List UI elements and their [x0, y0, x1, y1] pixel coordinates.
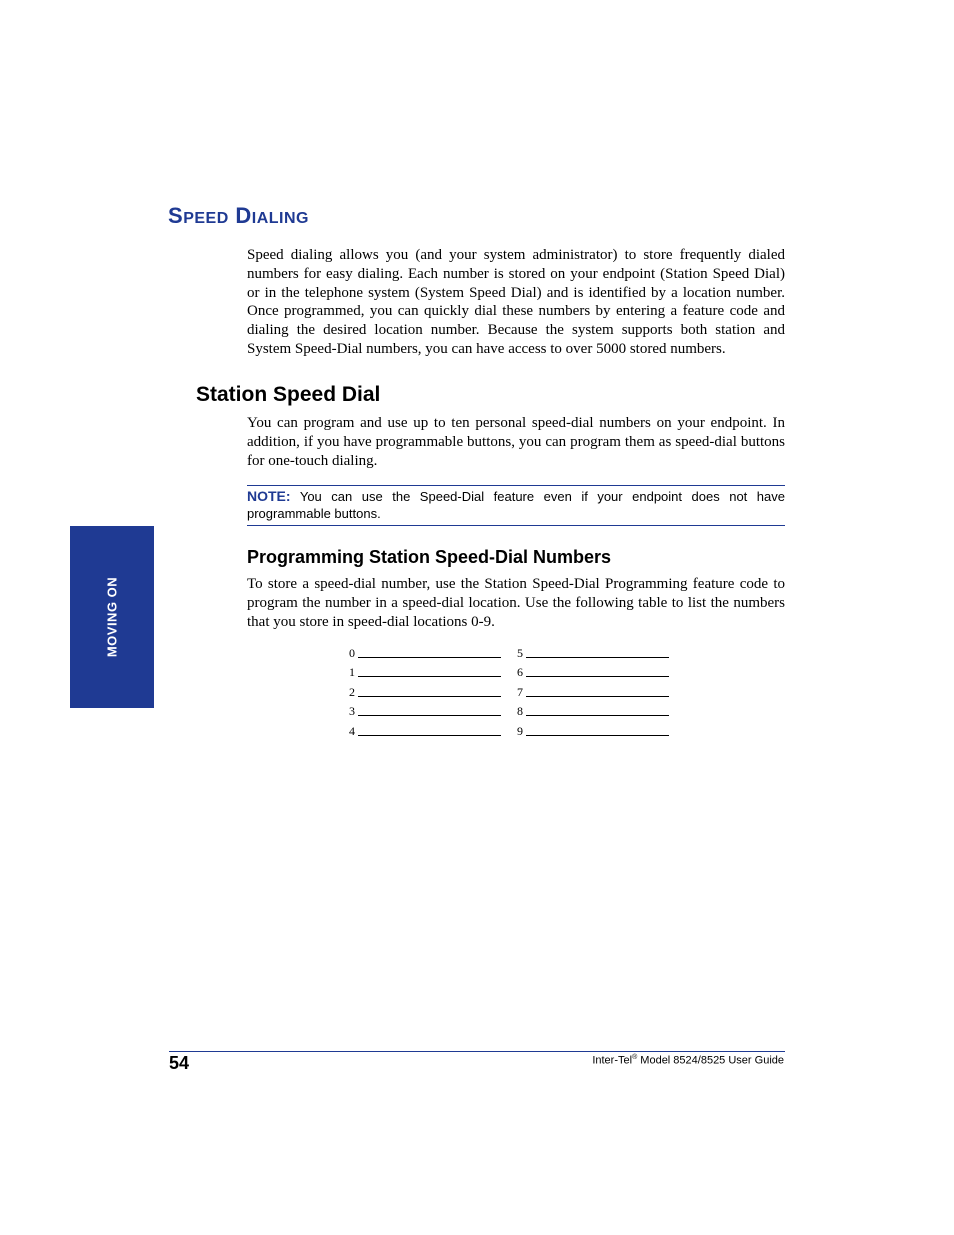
footer-guide-title — [592, 1054, 784, 1067]
footer-brand: Inter-Tel — [592, 1054, 633, 1067]
intro-paragraph: Speed dialing allows you (and your system administrator) to store frequently dialed numbers for easy dialing. Each number is stored on your endpoint (Station Speed Dial) or in the telephone system (System Speed Dial) and is identified by a location number. Once programmed, you can quickly dial these numbers by entering a feature code and dialing the desired location number. Because the system supports both station and System Speed-Dial numbers, you can have access to over 5000 stored numbers. — [247, 247, 785, 357]
entry-line — [526, 656, 669, 658]
station-speed-dial-body: You can program and use up to ten personal speed-dial numbers on your endpoint. In addition, if you have programmable buttons, you can program them as speed-dial buttons for one-touch dialing. — [247, 415, 785, 469]
location-number: 4 — [349, 723, 355, 738]
entry-line — [358, 675, 501, 677]
location-number: 8 — [517, 704, 523, 719]
location-number: 9 — [517, 723, 523, 738]
table-row — [349, 700, 685, 720]
footer-guide: Model 8524/8525 User Guide — [637, 1054, 784, 1067]
location-number: 5 — [517, 645, 523, 660]
entry-line — [358, 734, 501, 736]
note-box — [247, 485, 785, 526]
entry-line — [358, 714, 501, 716]
note-label: NOTE: — [247, 488, 291, 504]
entry-line — [526, 695, 669, 697]
table-row — [349, 719, 685, 739]
entry-line — [358, 656, 501, 658]
location-number: 7 — [517, 684, 523, 699]
programming-heading: Programming Station Speed-Dial Numbers — [247, 547, 612, 567]
entry-line — [526, 714, 669, 716]
section-title: SPEED DIALING — [168, 203, 309, 228]
table-row — [349, 641, 685, 661]
entry-line — [526, 675, 669, 677]
registered-mark: ® — [632, 1054, 638, 1061]
location-number: 6 — [517, 665, 523, 680]
entry-line — [358, 695, 501, 697]
footer-divider — [169, 1051, 785, 1052]
location-number: 3 — [349, 704, 355, 719]
table-row — [349, 680, 685, 700]
location-number: 0 — [349, 645, 355, 660]
chapter-tab-label: MOVING ON — [104, 576, 120, 658]
table-row — [349, 661, 685, 681]
note-text: You can use the Speed-Dial feature even if your endpoint does not have programmable buttons. — [247, 489, 785, 521]
location-number: 1 — [349, 665, 355, 680]
programming-body: To store a speed-dial number, use the Station Speed-Dial Programming feature code to program the number in a speed-dial location. Use the following table to list the numbers that you store in speed-dial locations 0-9. — [247, 576, 785, 630]
entry-line — [526, 734, 669, 736]
speed-dial-table — [349, 641, 685, 739]
page-number: 54 — [169, 1053, 190, 1073]
location-number: 2 — [349, 684, 355, 699]
station-speed-dial-heading: Station Speed Dial — [196, 383, 381, 406]
chapter-side-tab — [70, 526, 154, 708]
